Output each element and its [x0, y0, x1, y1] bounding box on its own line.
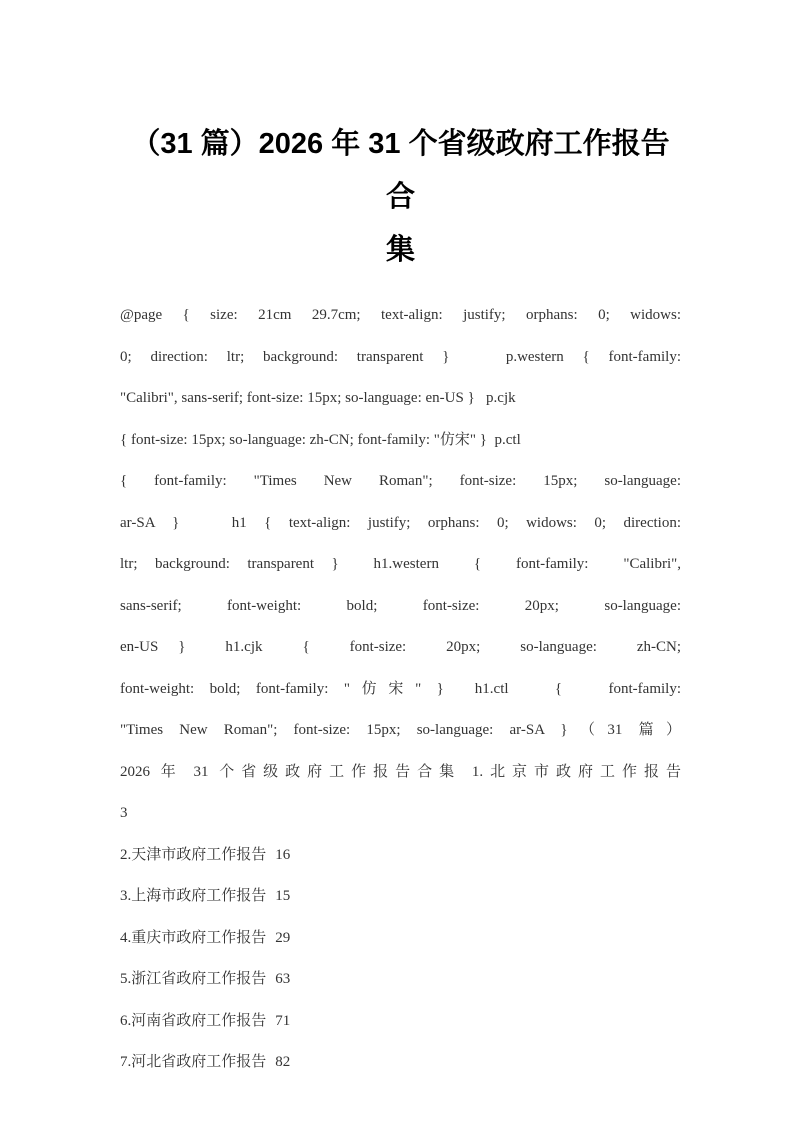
- document-title-line-1: （31 篇）2026 年 31 个省级政府工作报告合: [131, 128, 670, 213]
- document-body: [120, 295, 681, 1084]
- toc-item: [120, 959, 681, 1001]
- paragraph-line: "Times New Roman"; font-size: 15px; so-language: ar-SA }（31 篇）: [120, 722, 681, 738]
- toc-item: [120, 876, 681, 918]
- toc-item-title: 2.天津市政府工作报告: [120, 846, 267, 863]
- style-definition-paragraph: [120, 295, 681, 835]
- toc-item: [120, 1042, 681, 1084]
- toc-item: [120, 1001, 681, 1043]
- toc-item-page-number: 16: [275, 846, 291, 863]
- paragraph-line: en-US } h1.cjk { font-size: 20px; so-language: zh-CN;: [120, 639, 681, 655]
- toc-item-page-number: 63: [275, 971, 291, 987]
- document-title-line-2: 集: [385, 234, 415, 266]
- paragraph-line: 2026 年 31 个省级政府工作报告合集 1.北京市政府工作报告: [120, 763, 681, 780]
- toc-item-title: 7.河北省政府工作报告: [120, 1054, 267, 1070]
- document-title: [120, 118, 681, 277]
- paragraph-line: ar-SA } h1 { text-align: justify; orphans: 0; widows: 0; direction:: [120, 514, 681, 531]
- toc-item-title: 5.浙江省政府工作报告: [120, 971, 267, 987]
- paragraph-line: sans-serif; font-weight: bold; font-size: 20px; so-language:: [120, 597, 681, 614]
- toc-item-title: 4.重庆市政府工作报告: [120, 929, 267, 946]
- paragraph-line: ltr; background: transparent } h1.western { font-family: "Calibri",: [120, 556, 681, 572]
- paragraph-line: @page { size: 21cm 29.7cm; text-align: justify; orphans: 0; widows:: [120, 307, 681, 323]
- paragraph-line: font-weight: bold; font-family: "仿宋" } h1.ctl { font-family:: [120, 680, 681, 697]
- paragraph-line: 0; direction: ltr; background: transparent } p.western { font-family:: [120, 348, 681, 365]
- toc-item-page-number: 82: [275, 1054, 291, 1070]
- toc-item: [120, 918, 681, 960]
- paragraph-line: "Calibri", sans-serif; font-size: 15px; so-language: en-US } p.cjk: [120, 390, 516, 406]
- toc-item-page-number: 29: [275, 929, 291, 946]
- toc-item-page-number: 15: [275, 888, 291, 904]
- paragraph-line: 3: [120, 805, 128, 821]
- paragraph-line: { font-family: "Times New Roman"; font-size: 15px; so-language:: [120, 473, 681, 489]
- toc-item-title: 6.河南省政府工作报告: [120, 1012, 267, 1029]
- toc-item-page-number: 71: [275, 1012, 291, 1029]
- table-of-contents: [120, 835, 681, 1084]
- toc-item: [120, 835, 681, 877]
- toc-item-title: 3.上海市政府工作报告: [120, 888, 267, 904]
- paragraph-line: { font-size: 15px; so-language: zh-CN; font-family: "仿宋" } p.ctl: [120, 431, 521, 448]
